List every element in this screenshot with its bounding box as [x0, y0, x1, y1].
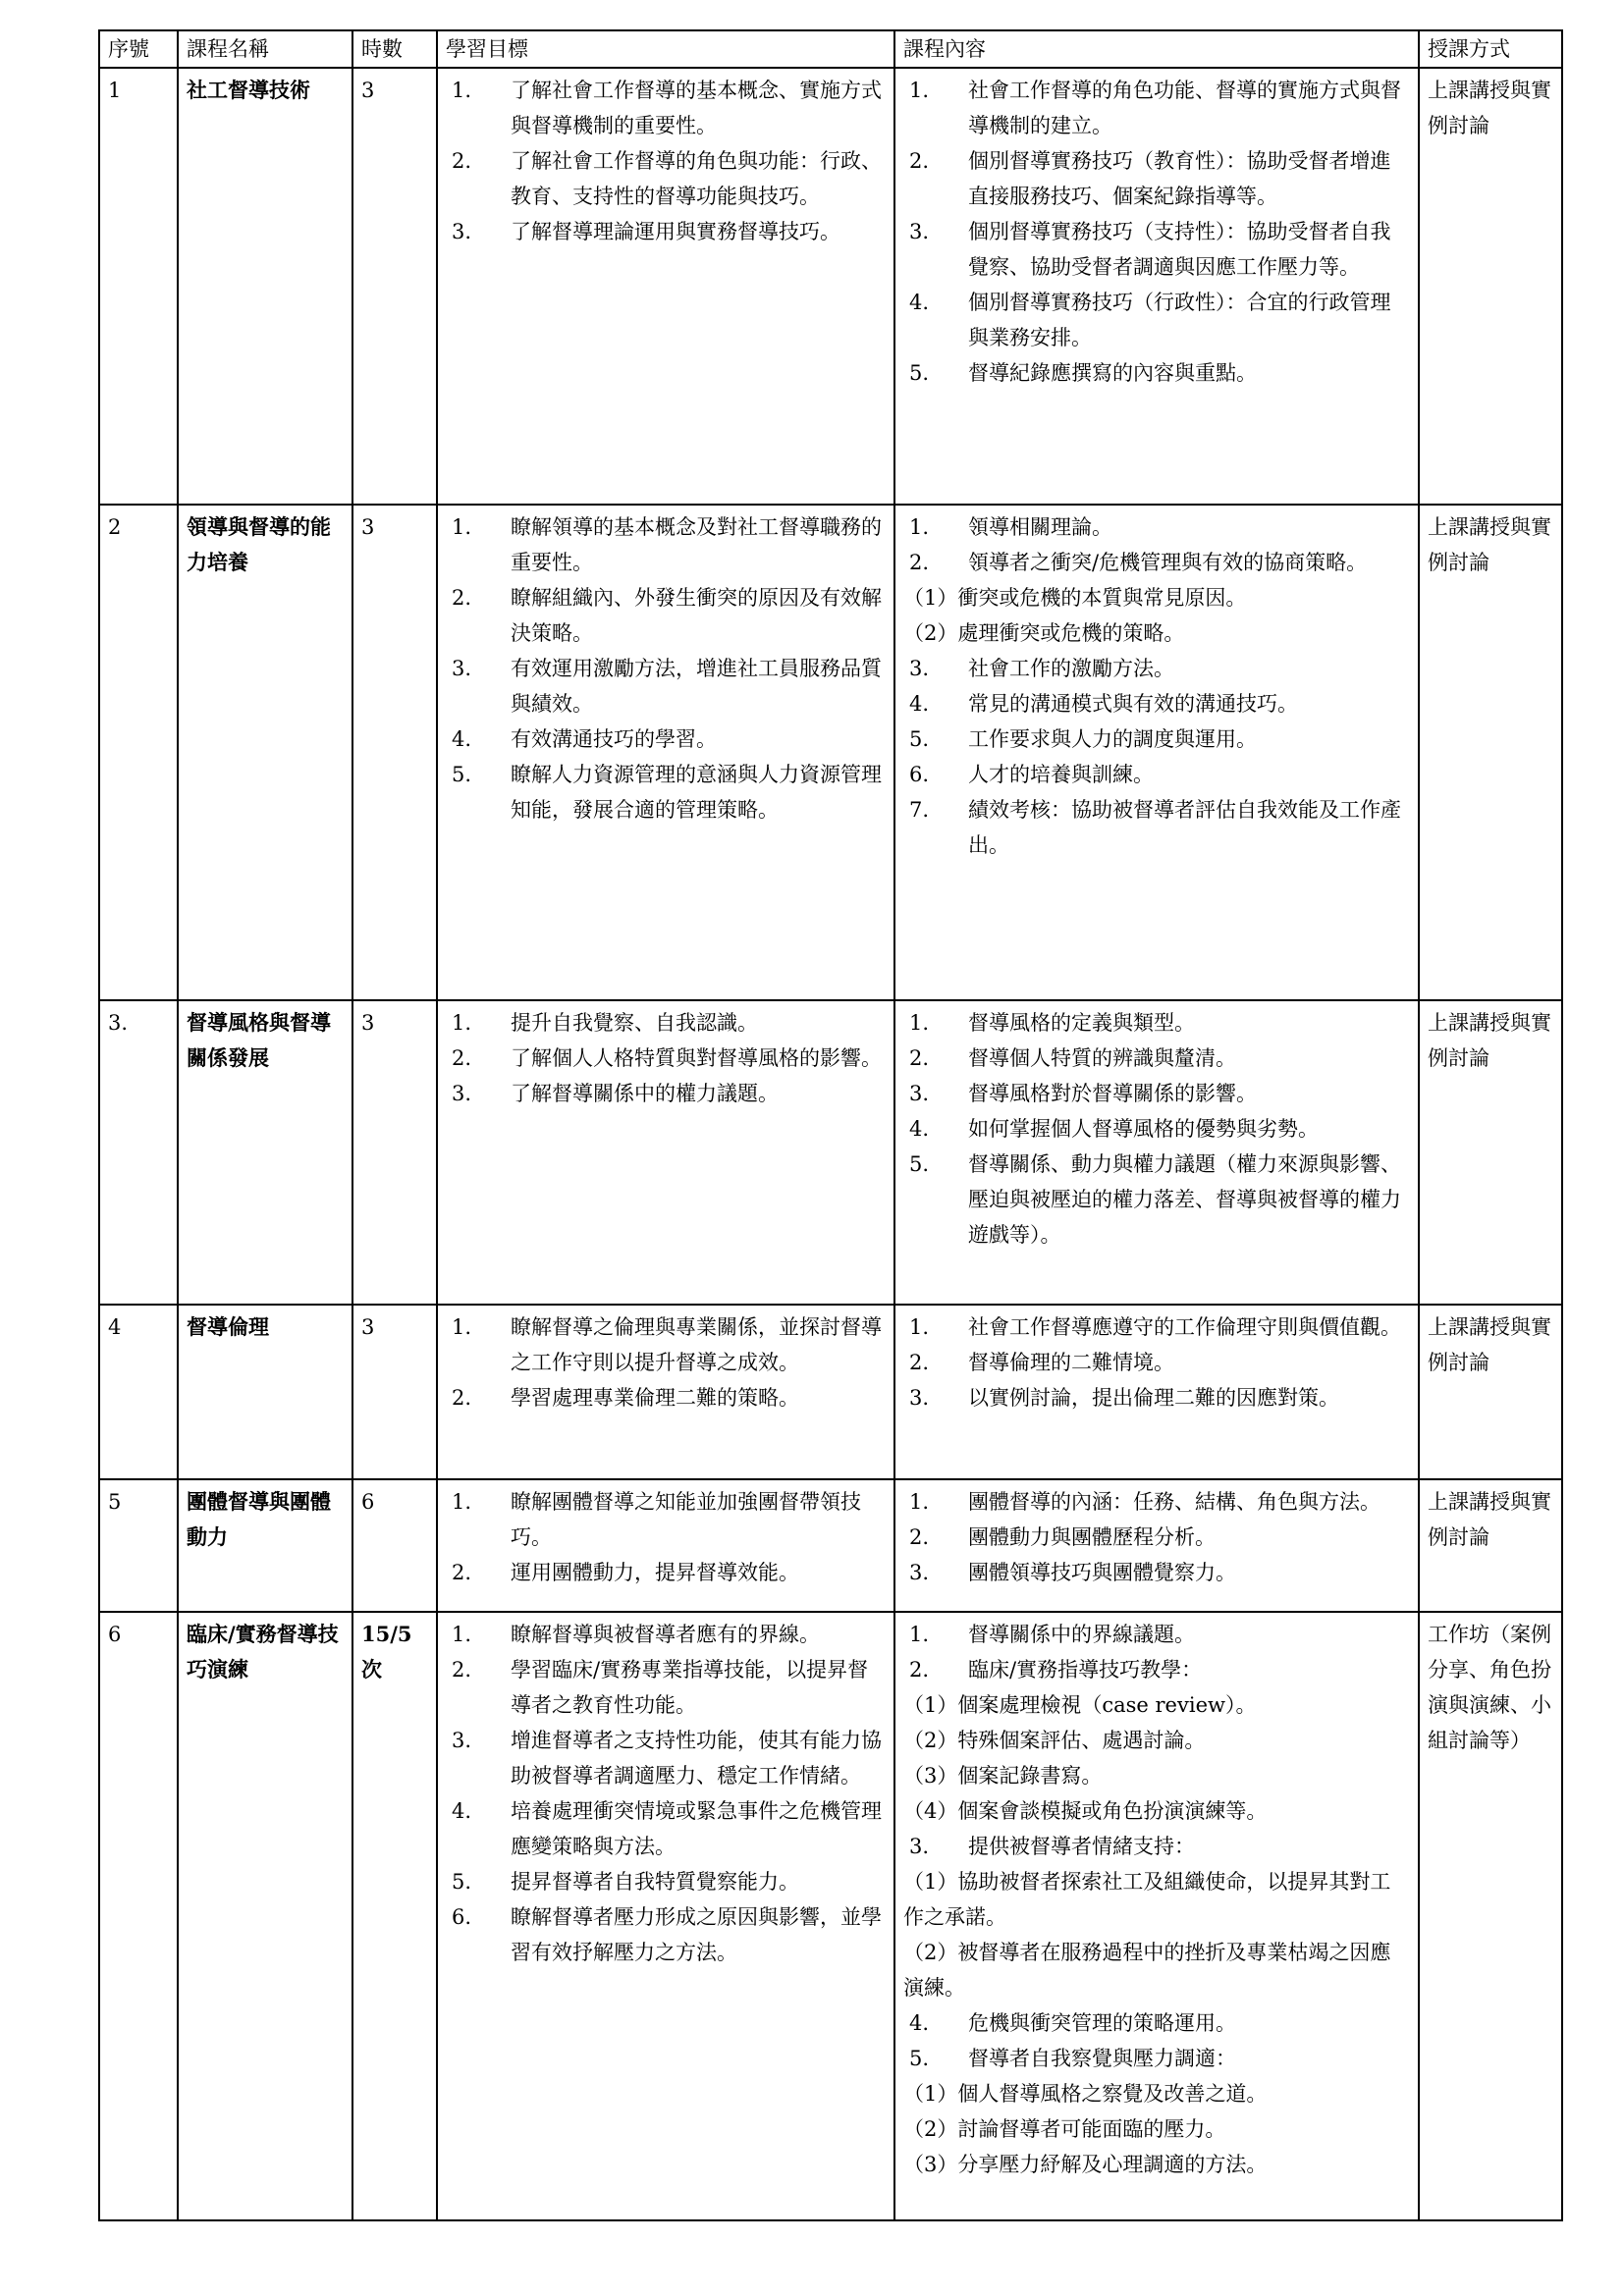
- list-item: [903, 1309, 1410, 1345]
- list-item: [903, 285, 1410, 355]
- list-item: [903, 355, 1410, 391]
- item-text: 學習臨床/實務專業指導技能，以提昇督導者之教育性功能。: [511, 1658, 869, 1717]
- item-text: （1）衝突或危機的本質與常見原因。: [903, 586, 1247, 610]
- item-text: 臨床/實務指導技巧教學：: [968, 1658, 1203, 1682]
- item-number: 1.: [909, 1623, 930, 1646]
- item-text: 常見的溝通模式與有效的溝通技巧。: [968, 692, 1298, 716]
- row-number: 2: [99, 505, 178, 1000]
- row-number: 6: [99, 1612, 178, 2220]
- item-text: 以實例討論，提出倫理二難的因應對策。: [968, 1386, 1339, 1410]
- item-text: 個別督導實務技巧（支持性）：協助受督者自我覺察、協助受督者調適與因應工作壓力等。: [968, 220, 1391, 279]
- list-item: [903, 545, 1410, 580]
- learning-objectives-list: [446, 73, 886, 249]
- list-item: [903, 2076, 1410, 2111]
- table-row: [99, 68, 1562, 505]
- item-text: 社會工作的激勵方法。: [968, 657, 1174, 680]
- list-item: [903, 1380, 1410, 1415]
- learning-objectives: [437, 505, 894, 1000]
- course-content: [894, 68, 1419, 505]
- course-hours: 3: [352, 1305, 437, 1479]
- item-number: 2.: [909, 1658, 930, 1682]
- item-number: 3.: [452, 1082, 472, 1105]
- item-text: 督導者自我察覺與壓力調適：: [968, 2047, 1236, 2070]
- item-number: 1.: [452, 515, 472, 539]
- course-hours: 6: [352, 1479, 437, 1612]
- list-item: [903, 580, 1410, 615]
- item-number: 3.: [909, 1082, 930, 1105]
- list-item: [903, 1005, 1410, 1041]
- list-item: [446, 1041, 886, 1076]
- list-item: [446, 721, 886, 757]
- header-content: 課程內容: [894, 30, 1419, 68]
- item-number: 2.: [909, 149, 930, 173]
- item-text: 督導紀錄應撰寫的內容與重點。: [968, 361, 1257, 385]
- header-objectives: 學習目標: [437, 30, 894, 68]
- item-text: 個別督導實務技巧（教育性）：協助受督者增進直接服務技巧、個案紀錄指導等。: [968, 149, 1391, 208]
- list-item: [446, 580, 886, 651]
- list-item: [903, 615, 1410, 651]
- list-item: [903, 757, 1410, 792]
- list-item: [903, 1076, 1410, 1111]
- item-text: 學習處理專業倫理二難的策略。: [511, 1386, 799, 1410]
- list-item: [903, 686, 1410, 721]
- list-item: [903, 1793, 1410, 1829]
- item-text: 如何掌握個人督導風格的優勢與劣勢。: [968, 1117, 1319, 1141]
- course-content: [894, 1479, 1419, 1612]
- item-number: 1.: [909, 1315, 930, 1339]
- list-item: [903, 1520, 1410, 1555]
- item-number: 5.: [452, 763, 472, 786]
- item-number: 2.: [452, 586, 472, 610]
- learning-objectives-list: [446, 1309, 886, 1415]
- teaching-method: 上課講授與實例討論: [1419, 68, 1562, 505]
- item-text: 領導相關理論。: [968, 515, 1112, 539]
- item-text: 督導風格對於督導關係的影響。: [968, 1082, 1257, 1105]
- table-row: [99, 1612, 1562, 2220]
- item-number: 6.: [909, 763, 930, 786]
- list-item: [903, 1687, 1410, 1723]
- row-number: 4: [99, 1305, 178, 1479]
- item-text: （2）特殊個案評估、處遇討論。: [903, 1729, 1206, 1752]
- item-number: 4.: [909, 1117, 930, 1141]
- course-content-list: [903, 509, 1410, 863]
- list-item: [903, 1041, 1410, 1076]
- learning-objectives-list: [446, 1617, 886, 1970]
- item-number: 2.: [909, 551, 930, 574]
- item-number: 2.: [452, 1561, 472, 1584]
- header-hours: 時數: [352, 30, 437, 68]
- item-text: 有效溝通技巧的學習。: [511, 727, 717, 751]
- list-item: [903, 651, 1410, 686]
- item-text: （2）處理衝突或危機的策略。: [903, 621, 1185, 645]
- list-item: [903, 1555, 1410, 1590]
- course-content: [894, 1305, 1419, 1479]
- learning-objectives: [437, 1305, 894, 1479]
- list-item: [903, 1935, 1410, 2005]
- learning-objectives: [437, 1479, 894, 1612]
- list-item: [446, 1899, 886, 1970]
- item-text: 人才的培養與訓練。: [968, 763, 1154, 786]
- list-item: [903, 73, 1410, 143]
- item-number: 1.: [452, 1490, 472, 1514]
- item-number: 2.: [452, 1658, 472, 1682]
- item-text: 提昇督導者自我特質覺察能力。: [511, 1870, 799, 1894]
- list-item: [903, 1617, 1410, 1652]
- item-text: （1）個案處理檢視（case review）。: [903, 1693, 1257, 1717]
- list-item: [903, 792, 1410, 863]
- item-number: 2.: [909, 1525, 930, 1549]
- item-number: 5.: [909, 2047, 930, 2070]
- item-number: 1.: [909, 515, 930, 539]
- teaching-method: 上課講授與實例討論: [1419, 1479, 1562, 1612]
- item-number: 1.: [452, 1315, 472, 1339]
- list-item: [446, 1864, 886, 1899]
- item-number: 3.: [452, 657, 472, 680]
- course-content-list: [903, 1484, 1410, 1590]
- row-number: 5: [99, 1479, 178, 1612]
- item-number: 2.: [909, 1046, 930, 1070]
- list-item: [446, 1484, 886, 1555]
- item-number: 3.: [452, 1729, 472, 1752]
- teaching-method: 上課講授與實例討論: [1419, 505, 1562, 1000]
- course-hours: 3: [352, 68, 437, 505]
- header-no: 序號: [99, 30, 178, 68]
- list-item: [903, 2147, 1410, 2182]
- course-table: [98, 29, 1563, 2221]
- item-text: 增進督導者之支持性功能，使其有能力協助被督導者調適壓力、穩定工作情緒。: [511, 1729, 882, 1788]
- item-text: 了解社會工作督導的基本概念、實施方式與督導機制的重要性。: [511, 79, 882, 137]
- course-hours: 15/5次: [352, 1612, 437, 2220]
- item-text: 督導個人特質的辨識與釐清。: [968, 1046, 1236, 1070]
- list-item: [446, 1076, 886, 1111]
- item-text: 督導風格的定義與類型。: [968, 1011, 1195, 1035]
- list-item: [446, 651, 886, 721]
- list-item: [446, 1793, 886, 1864]
- item-text: （2）被督導者在服務過程中的挫折及專業枯竭之因應演練。: [903, 1941, 1391, 2000]
- list-item: [446, 73, 886, 143]
- item-number: 5.: [909, 727, 930, 751]
- item-number: 4.: [452, 1799, 472, 1823]
- list-item: [903, 143, 1410, 214]
- item-text: 瞭解團體督導之知能並加強團督帶領技巧。: [511, 1490, 861, 1549]
- item-number: 6.: [452, 1905, 472, 1929]
- list-item: [903, 1829, 1410, 1864]
- item-number: 5.: [452, 1870, 472, 1894]
- list-item: [903, 509, 1410, 545]
- item-text: 督導關係中的界線議題。: [968, 1623, 1195, 1646]
- item-number: 3.: [909, 1835, 930, 1858]
- course-name: 社工督導技術: [178, 68, 352, 505]
- learning-objectives-list: [446, 1005, 886, 1111]
- item-text: 個別督導實務技巧（行政性）：合宜的行政管理與業務安排。: [968, 291, 1391, 349]
- item-number: 5.: [909, 1152, 930, 1176]
- item-text: 督導關係、動力與權力議題（權力來源與影響、壓迫與被壓迫的權力落差、督導與被督導的權力遊戲等）。: [968, 1152, 1401, 1247]
- item-number: 4.: [909, 692, 930, 716]
- row-number: 3.: [99, 1000, 178, 1305]
- course-content-list: [903, 1005, 1410, 1253]
- list-item: [903, 1345, 1410, 1380]
- list-item: [446, 214, 886, 249]
- list-item: [903, 1484, 1410, 1520]
- header-method: 授課方式: [1419, 30, 1562, 68]
- item-number: 1.: [909, 1490, 930, 1514]
- item-number: 4.: [452, 727, 472, 751]
- item-text: 了解督導理論運用與實務督導技巧。: [511, 220, 840, 243]
- item-text: 提供被督導者情緒支持：: [968, 1835, 1195, 1858]
- list-item: [903, 1864, 1410, 1935]
- course-hours: 3: [352, 505, 437, 1000]
- course-name: 督導倫理: [178, 1305, 352, 1479]
- list-item: [903, 1111, 1410, 1147]
- item-text: 提升自我覺察、自我認識。: [511, 1011, 758, 1035]
- course-content-list: [903, 73, 1410, 391]
- item-text: 了解督導關係中的權力議題。: [511, 1082, 779, 1105]
- course-name: 團體督導與團體動力: [178, 1479, 352, 1612]
- item-number: 1.: [452, 79, 472, 102]
- item-number: 2.: [909, 1351, 930, 1374]
- item-text: （3）個案記錄書寫。: [903, 1764, 1103, 1788]
- item-text: 社會工作督導應遵守的工作倫理守則與價值觀。: [968, 1315, 1401, 1339]
- item-text: 有效運用激勵方法，增進社工員服務品質與績效。: [511, 657, 882, 716]
- row-number: 1: [99, 68, 178, 505]
- item-number: 2.: [452, 1046, 472, 1070]
- list-item: [446, 1555, 886, 1590]
- course-hours: 3: [352, 1000, 437, 1305]
- item-number: 5.: [909, 361, 930, 385]
- learning-objectives: [437, 1612, 894, 2220]
- item-text: （1）個人督導風格之察覺及改善之道。: [903, 2082, 1268, 2106]
- item-number: 2.: [452, 1386, 472, 1410]
- course-content-list: [903, 1617, 1410, 2182]
- item-text: （1）協助被督者探索社工及組織使命，以提昇其對工作之承諾。: [903, 1870, 1391, 1929]
- item-text: （3）分享壓力紓解及心理調適的方法。: [903, 2153, 1268, 2176]
- item-number: 1.: [452, 1623, 472, 1646]
- course-name: 督導風格與督導關係發展: [178, 1000, 352, 1305]
- item-text: 了解社會工作督導的角色與功能：行政、教育、支持性的督導功能與技巧。: [511, 149, 882, 208]
- list-item: [446, 1309, 886, 1380]
- learning-objectives-list: [446, 1484, 886, 1590]
- item-number: 1.: [909, 1011, 930, 1035]
- list-item: [903, 1723, 1410, 1758]
- item-number: 7.: [909, 798, 930, 822]
- list-item: [903, 214, 1410, 285]
- list-item: [446, 1005, 886, 1041]
- item-text: 危機與衝突管理的策略運用。: [968, 2011, 1236, 2035]
- item-text: 瞭解人力資源管理的意涵與人力資源管理知能，發展合適的管理策略。: [511, 763, 882, 822]
- item-number: 4.: [909, 2011, 930, 2035]
- item-text: 瞭解督導與被督導者應有的界線。: [511, 1623, 820, 1646]
- table-row: [99, 505, 1562, 1000]
- item-number: 1.: [909, 79, 930, 102]
- list-item: [446, 1617, 886, 1652]
- list-item: [903, 2111, 1410, 2147]
- item-text: 了解個人人格特質與對督導風格的影響。: [511, 1046, 882, 1070]
- table-row: [99, 1000, 1562, 1305]
- item-text: 瞭解督導之倫理與專業關係，並探討督導之工作守則以提升督導之成效。: [511, 1315, 882, 1374]
- list-item: [446, 757, 886, 828]
- item-text: （4）個案會談模擬或角色扮演演練等。: [903, 1799, 1268, 1823]
- table-row: [99, 1305, 1562, 1479]
- item-text: 團體督導的內涵：任務、結構、角色與方法。: [968, 1490, 1380, 1514]
- course-name: 領導與督導的能力培養: [178, 505, 352, 1000]
- item-text: 團體動力與團體歷程分析。: [968, 1525, 1216, 1549]
- item-text: 工作要求與人力的調度與運用。: [968, 727, 1257, 751]
- list-item: [903, 1147, 1410, 1253]
- learning-objectives: [437, 68, 894, 505]
- item-text: 績效考核：協助被督導者評估自我效能及工作產出。: [968, 798, 1401, 857]
- list-item: [903, 2005, 1410, 2041]
- item-number: 3.: [452, 220, 472, 243]
- item-text: 領導者之衝突/危機管理與有效的協商策略。: [968, 551, 1368, 574]
- item-number: 3.: [909, 1561, 930, 1584]
- item-number: 3.: [909, 1386, 930, 1410]
- item-number: 2.: [452, 149, 472, 173]
- item-number: 3.: [909, 657, 930, 680]
- list-item: [446, 1723, 886, 1793]
- teaching-method: 上課講授與實例討論: [1419, 1000, 1562, 1305]
- list-item: [903, 2041, 1410, 2076]
- course-content-list: [903, 1309, 1410, 1415]
- item-text: 運用團體動力，提昇督導效能。: [511, 1561, 799, 1584]
- teaching-method: 工作坊（案例分享、角色扮演與演練、小組討論等）: [1419, 1612, 1562, 2220]
- table-row: [99, 1479, 1562, 1612]
- item-text: 瞭解組織內、外發生衝突的原因及有效解決策略。: [511, 586, 882, 645]
- teaching-method: 上課講授與實例討論: [1419, 1305, 1562, 1479]
- item-text: 瞭解督導者壓力形成之原因與影響，並學習有效抒解壓力之方法。: [511, 1905, 882, 1964]
- course-name: 臨床/實務督導技巧演練: [178, 1612, 352, 2220]
- learning-objectives: [437, 1000, 894, 1305]
- item-number: 4.: [909, 291, 930, 314]
- list-item: [903, 1652, 1410, 1687]
- item-text: 督導倫理的二難情境。: [968, 1351, 1174, 1374]
- course-content: [894, 505, 1419, 1000]
- header-row: [99, 30, 1562, 68]
- list-item: [903, 721, 1410, 757]
- course-content: [894, 1612, 1419, 2220]
- learning-objectives-list: [446, 509, 886, 828]
- list-item: [903, 1758, 1410, 1793]
- list-item: [446, 1380, 886, 1415]
- list-item: [446, 509, 886, 580]
- item-text: 瞭解領導的基本概念及對社工督導職務的重要性。: [511, 515, 882, 574]
- item-text: 社會工作督導的角色功能、督導的實施方式與督導機制的建立。: [968, 79, 1401, 137]
- item-text: 培養處理衝突情境或緊急事件之危機管理應變策略與方法。: [511, 1799, 882, 1858]
- list-item: [446, 1652, 886, 1723]
- course-content: [894, 1000, 1419, 1305]
- item-number: 1.: [452, 1011, 472, 1035]
- item-number: 3.: [909, 220, 930, 243]
- item-text: 團體領導技巧與團體覺察力。: [968, 1561, 1236, 1584]
- item-text: （2）討論督導者可能面臨的壓力。: [903, 2117, 1226, 2141]
- list-item: [446, 143, 886, 214]
- header-course-name: 課程名稱: [178, 30, 352, 68]
